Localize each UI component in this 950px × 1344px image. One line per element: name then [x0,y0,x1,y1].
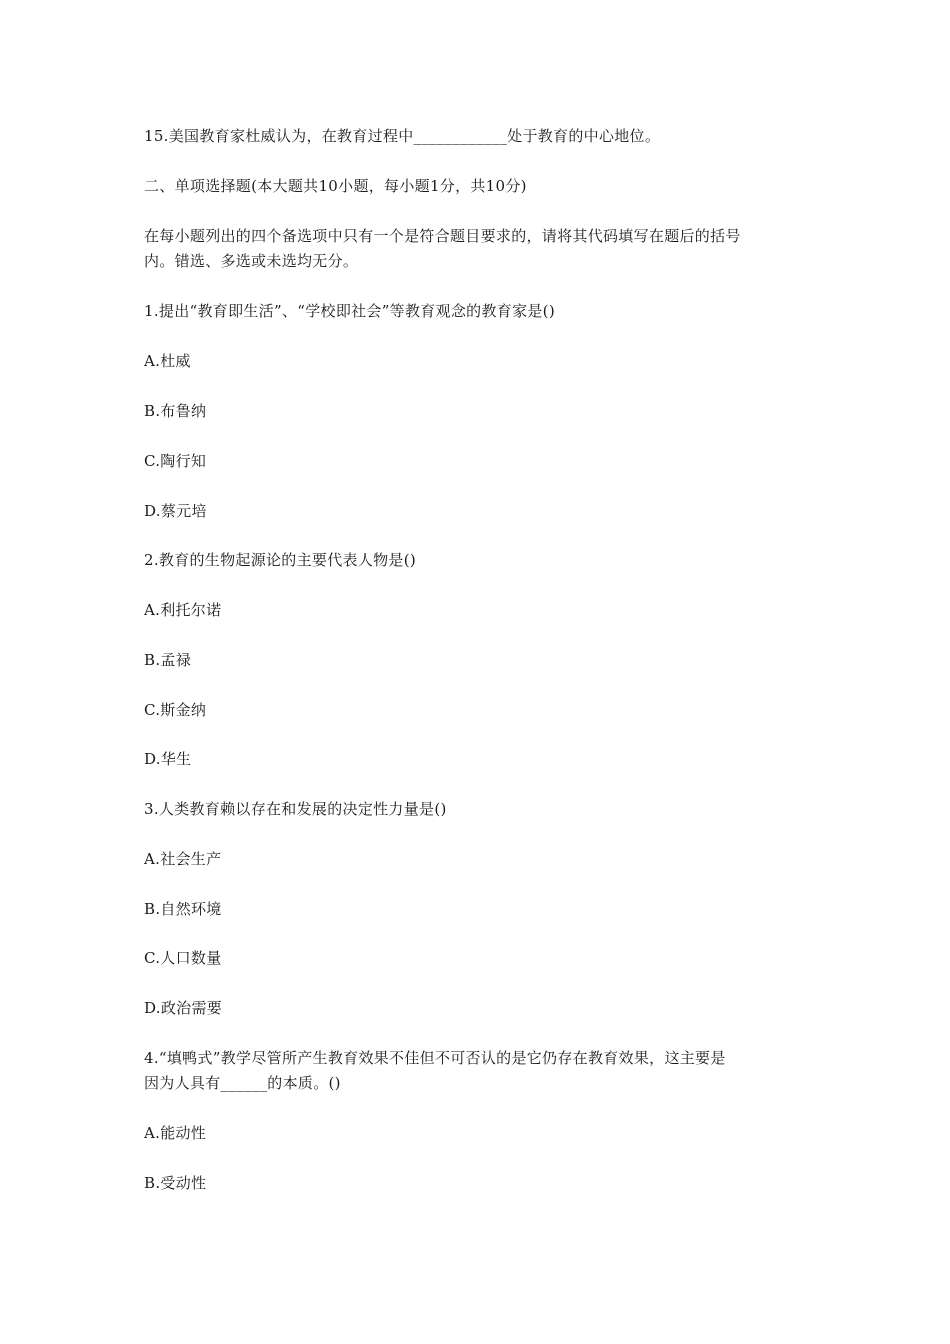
question-1-option-a: A.杜威 [144,352,191,370]
question-2-option-d: D.华生 [144,750,192,768]
question-4-option-a: A.能动性 [144,1124,207,1142]
question-2-option-a: A.利托尔诺 [144,601,222,619]
question-2-option-b: B.孟禄 [144,651,191,669]
question-4-stem-line-2: 因为人具有______的本质。() [144,1074,341,1092]
question-3-option-b: B.自然环境 [144,900,222,918]
section-heading: 二、单项选择题(本大题共10小题，每小题1分，共10分) [144,177,527,195]
fill-in-question-15: 15.美国教育家杜威认为，在教育过程中____________处于教育的中心地位。 [144,127,661,145]
question-1-stem: 1.提出“教育即生活”、“学校即社会”等教育观念的教育家是() [144,302,555,320]
section-instructions-line-2: 内。错选、多选或未选均无分。 [144,252,359,270]
section-instructions-line-1: 在每小题列出的四个备选项中只有一个是符合题目要求的，请将其代码填写在题后的括号 [144,227,741,245]
question-3-option-d: D.政治需要 [144,999,223,1017]
question-2-stem: 2.教育的生物起源论的主要代表人物是() [144,551,417,569]
question-4-stem-line-1: 4.“填鸭式”教学尽管所产生教育效果不佳但不可否认的是它仍存在教育效果，这主要是 [144,1049,726,1067]
question-3-option-c: C.人口数量 [144,949,222,967]
question-3-option-a: A.社会生产 [144,850,222,868]
question-4-option-b: B.受动性 [144,1174,207,1192]
question-1-option-c: C.陶行知 [144,452,207,470]
question-1-option-b: B.布鲁纳 [144,402,207,420]
question-2-option-c: C.斯金纳 [144,701,207,719]
question-3-stem: 3.人类教育赖以存在和发展的决定性力量是() [144,800,447,818]
question-1-option-d: D.蔡元培 [144,502,207,520]
